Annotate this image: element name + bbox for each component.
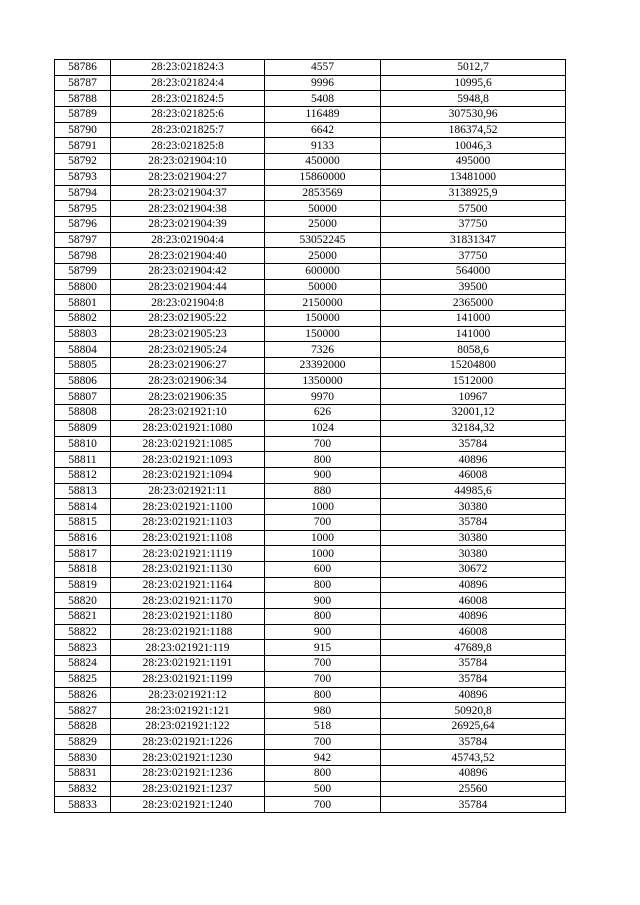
row-number-cell: 58816 <box>55 530 111 546</box>
row-number-cell: 58810 <box>55 436 111 452</box>
row-number-cell: 58820 <box>55 593 111 609</box>
table-row <box>55 703 566 719</box>
row-number-cell: 58809 <box>55 420 111 436</box>
table-row <box>55 248 566 264</box>
row-number-cell: 58833 <box>55 797 111 813</box>
cadastral-number-cell: 28:23:021905:22 <box>111 311 265 327</box>
value-cell: 10995,6 <box>381 75 566 91</box>
cadastral-number-cell: 28:23:021824:4 <box>111 75 265 91</box>
table-row <box>55 609 566 625</box>
row-number-cell: 58794 <box>55 185 111 201</box>
row-number-cell: 58786 <box>55 60 111 76</box>
row-number-cell: 58823 <box>55 640 111 656</box>
value-cell: 186374,52 <box>381 122 566 138</box>
table-row <box>55 326 566 342</box>
value-cell: 13481000 <box>381 169 566 185</box>
cadastral-number-cell: 28:23:021921:1230 <box>111 750 265 766</box>
cadastral-number-cell: 28:23:021921:1240 <box>111 797 265 813</box>
area-cell: 150000 <box>265 311 381 327</box>
cadastral-number-cell: 28:23:021921:1236 <box>111 765 265 781</box>
table-row <box>55 514 566 530</box>
cadastral-number-cell: 28:23:021921:10 <box>111 405 265 421</box>
table-row <box>55 530 566 546</box>
row-number-cell: 58803 <box>55 326 111 342</box>
row-number-cell: 58798 <box>55 248 111 264</box>
cadastral-number-cell: 28:23:021921:1094 <box>111 467 265 483</box>
table-row <box>55 436 566 452</box>
value-cell: 564000 <box>381 263 566 279</box>
area-cell: 942 <box>265 750 381 766</box>
value-cell: 141000 <box>381 311 566 327</box>
value-cell: 46008 <box>381 467 566 483</box>
table-row <box>55 311 566 327</box>
area-cell: 700 <box>265 671 381 687</box>
value-cell: 37750 <box>381 248 566 264</box>
cadastral-number-cell: 28:23:021921:1085 <box>111 436 265 452</box>
row-number-cell: 58787 <box>55 75 111 91</box>
value-cell: 1512000 <box>381 373 566 389</box>
cadastral-number-cell: 28:23:021921:1130 <box>111 562 265 578</box>
table-row <box>55 263 566 279</box>
table-row <box>55 405 566 421</box>
cadastral-number-cell: 28:23:021921:1164 <box>111 577 265 593</box>
table-row <box>55 797 566 813</box>
cadastral-number-cell: 28:23:021921:1191 <box>111 656 265 672</box>
area-cell: 2853569 <box>265 185 381 201</box>
area-cell: 700 <box>265 734 381 750</box>
area-cell: 700 <box>265 514 381 530</box>
cadastral-number-cell: 28:23:021906:35 <box>111 389 265 405</box>
cadastral-number-cell: 28:23:021904:4 <box>111 232 265 248</box>
area-cell: 915 <box>265 640 381 656</box>
area-cell: 15860000 <box>265 169 381 185</box>
row-number-cell: 58813 <box>55 483 111 499</box>
cadastral-number-cell: 28:23:021921:1103 <box>111 514 265 530</box>
area-cell: 800 <box>265 765 381 781</box>
row-number-cell: 58793 <box>55 169 111 185</box>
row-number-cell: 58789 <box>55 107 111 123</box>
table-row <box>55 750 566 766</box>
cadastral-number-cell: 28:23:021824:5 <box>111 91 265 107</box>
table-row <box>55 389 566 405</box>
cadastral-number-cell: 28:23:021921:1180 <box>111 609 265 625</box>
table-row <box>55 75 566 91</box>
cadastral-number-cell: 28:23:021825:6 <box>111 107 265 123</box>
area-cell: 700 <box>265 656 381 672</box>
row-number-cell: 58812 <box>55 467 111 483</box>
value-cell: 40896 <box>381 765 566 781</box>
area-cell: 626 <box>265 405 381 421</box>
table-row <box>55 169 566 185</box>
area-cell: 7326 <box>265 342 381 358</box>
cadastral-number-cell: 28:23:021921:119 <box>111 640 265 656</box>
table-row <box>55 562 566 578</box>
cadastral-number-cell: 28:23:021921:1199 <box>111 671 265 687</box>
table-row <box>55 295 566 311</box>
row-number-cell: 58795 <box>55 201 111 217</box>
value-cell: 5012,7 <box>381 60 566 76</box>
value-cell: 44985,6 <box>381 483 566 499</box>
cadastral-number-cell: 28:23:021921:1226 <box>111 734 265 750</box>
cadastral-number-cell: 28:23:021921:1080 <box>111 420 265 436</box>
value-cell: 35784 <box>381 797 566 813</box>
area-cell: 700 <box>265 436 381 452</box>
row-number-cell: 58822 <box>55 624 111 640</box>
table-row <box>55 373 566 389</box>
table-row <box>55 546 566 562</box>
value-cell: 46008 <box>381 593 566 609</box>
row-number-cell: 58831 <box>55 765 111 781</box>
cadastral-number-cell: 28:23:021824:3 <box>111 60 265 76</box>
row-number-cell: 58829 <box>55 734 111 750</box>
area-cell: 800 <box>265 687 381 703</box>
table-row <box>55 185 566 201</box>
cadastral-number-cell: 28:23:021921:12 <box>111 687 265 703</box>
area-cell: 600000 <box>265 263 381 279</box>
table-row <box>55 154 566 170</box>
table-row <box>55 122 566 138</box>
data-table <box>54 59 566 813</box>
row-number-cell: 58826 <box>55 687 111 703</box>
value-cell: 5948,8 <box>381 91 566 107</box>
row-number-cell: 58827 <box>55 703 111 719</box>
value-cell: 31831347 <box>381 232 566 248</box>
cadastral-number-cell: 28:23:021904:39 <box>111 216 265 232</box>
area-cell: 450000 <box>265 154 381 170</box>
row-number-cell: 58817 <box>55 546 111 562</box>
cadastral-number-cell: 28:23:021906:34 <box>111 373 265 389</box>
area-cell: 6642 <box>265 122 381 138</box>
cadastral-number-cell: 28:23:021921:1108 <box>111 530 265 546</box>
value-cell: 141000 <box>381 326 566 342</box>
area-cell: 1000 <box>265 546 381 562</box>
table-row <box>55 624 566 640</box>
table-row <box>55 687 566 703</box>
value-cell: 30380 <box>381 499 566 515</box>
value-cell: 46008 <box>381 624 566 640</box>
area-cell: 518 <box>265 718 381 734</box>
table-row <box>55 420 566 436</box>
row-number-cell: 58792 <box>55 154 111 170</box>
table-row <box>55 232 566 248</box>
cadastral-number-cell: 28:23:021825:7 <box>111 122 265 138</box>
row-number-cell: 58832 <box>55 781 111 797</box>
row-number-cell: 58824 <box>55 656 111 672</box>
table-row <box>55 201 566 217</box>
area-cell: 600 <box>265 562 381 578</box>
cadastral-number-cell: 28:23:021904:38 <box>111 201 265 217</box>
value-cell: 47689,8 <box>381 640 566 656</box>
area-cell: 1000 <box>265 530 381 546</box>
value-cell: 32184,32 <box>381 420 566 436</box>
row-number-cell: 58808 <box>55 405 111 421</box>
area-cell: 9133 <box>265 138 381 154</box>
value-cell: 10967 <box>381 389 566 405</box>
cadastral-number-cell: 28:23:021904:10 <box>111 154 265 170</box>
row-number-cell: 58821 <box>55 609 111 625</box>
table-row <box>55 467 566 483</box>
cadastral-number-cell: 28:23:021921:122 <box>111 718 265 734</box>
row-number-cell: 58805 <box>55 358 111 374</box>
value-cell: 26925,64 <box>381 718 566 734</box>
row-number-cell: 58830 <box>55 750 111 766</box>
area-cell: 500 <box>265 781 381 797</box>
value-cell: 30380 <box>381 530 566 546</box>
value-cell: 35784 <box>381 734 566 750</box>
area-cell: 150000 <box>265 326 381 342</box>
area-cell: 23392000 <box>265 358 381 374</box>
row-number-cell: 58825 <box>55 671 111 687</box>
row-number-cell: 58819 <box>55 577 111 593</box>
area-cell: 900 <box>265 593 381 609</box>
value-cell: 37750 <box>381 216 566 232</box>
value-cell: 2365000 <box>381 295 566 311</box>
value-cell: 40896 <box>381 609 566 625</box>
table-row <box>55 358 566 374</box>
table-row <box>55 342 566 358</box>
row-number-cell: 58797 <box>55 232 111 248</box>
value-cell: 30380 <box>381 546 566 562</box>
area-cell: 800 <box>265 609 381 625</box>
area-cell: 9970 <box>265 389 381 405</box>
area-cell: 900 <box>265 624 381 640</box>
table-row <box>55 781 566 797</box>
cadastral-number-cell: 28:23:021904:40 <box>111 248 265 264</box>
value-cell: 35784 <box>381 671 566 687</box>
area-cell: 9996 <box>265 75 381 91</box>
table-row <box>55 452 566 468</box>
table-row <box>55 91 566 107</box>
cadastral-number-cell: 28:23:021904:44 <box>111 279 265 295</box>
row-number-cell: 58801 <box>55 295 111 311</box>
area-cell: 5408 <box>265 91 381 107</box>
table-row <box>55 671 566 687</box>
row-number-cell: 58814 <box>55 499 111 515</box>
area-cell: 116489 <box>265 107 381 123</box>
value-cell: 50920,8 <box>381 703 566 719</box>
value-cell: 8058,6 <box>381 342 566 358</box>
row-number-cell: 58799 <box>55 263 111 279</box>
table-row <box>55 656 566 672</box>
cadastral-number-cell: 28:23:021904:42 <box>111 263 265 279</box>
area-cell: 4557 <box>265 60 381 76</box>
table-row <box>55 765 566 781</box>
cadastral-number-cell: 28:23:021921:1093 <box>111 452 265 468</box>
table-row <box>55 107 566 123</box>
row-number-cell: 58806 <box>55 373 111 389</box>
area-cell: 53052245 <box>265 232 381 248</box>
value-cell: 39500 <box>381 279 566 295</box>
table-row <box>55 60 566 76</box>
row-number-cell: 58811 <box>55 452 111 468</box>
cadastral-number-cell: 28:23:021921:1237 <box>111 781 265 797</box>
cadastral-number-cell: 28:23:021921:1119 <box>111 546 265 562</box>
area-cell: 980 <box>265 703 381 719</box>
row-number-cell: 58804 <box>55 342 111 358</box>
area-cell: 800 <box>265 577 381 593</box>
area-cell: 900 <box>265 467 381 483</box>
table-row <box>55 279 566 295</box>
table-row <box>55 577 566 593</box>
value-cell: 35784 <box>381 436 566 452</box>
row-number-cell: 58818 <box>55 562 111 578</box>
table-body <box>55 60 566 813</box>
area-cell: 700 <box>265 797 381 813</box>
area-cell: 2150000 <box>265 295 381 311</box>
value-cell: 10046,3 <box>381 138 566 154</box>
cadastral-number-cell: 28:23:021905:23 <box>111 326 265 342</box>
value-cell: 495000 <box>381 154 566 170</box>
table-row <box>55 593 566 609</box>
value-cell: 35784 <box>381 656 566 672</box>
area-cell: 25000 <box>265 248 381 264</box>
table-row <box>55 499 566 515</box>
area-cell: 880 <box>265 483 381 499</box>
cadastral-number-cell: 28:23:021921:11 <box>111 483 265 499</box>
cadastral-number-cell: 28:23:021904:27 <box>111 169 265 185</box>
cadastral-number-cell: 28:23:021825:8 <box>111 138 265 154</box>
row-number-cell: 58796 <box>55 216 111 232</box>
cadastral-number-cell: 28:23:021904:8 <box>111 295 265 311</box>
cadastral-number-cell: 28:23:021921:1188 <box>111 624 265 640</box>
area-cell: 1024 <box>265 420 381 436</box>
cadastral-number-cell: 28:23:021921:1170 <box>111 593 265 609</box>
value-cell: 57500 <box>381 201 566 217</box>
row-number-cell: 58815 <box>55 514 111 530</box>
table-row <box>55 138 566 154</box>
value-cell: 40896 <box>381 452 566 468</box>
area-cell: 1350000 <box>265 373 381 389</box>
value-cell: 32001,12 <box>381 405 566 421</box>
area-cell: 50000 <box>265 201 381 217</box>
row-number-cell: 58788 <box>55 91 111 107</box>
value-cell: 35784 <box>381 514 566 530</box>
area-cell: 1000 <box>265 499 381 515</box>
row-number-cell: 58802 <box>55 311 111 327</box>
row-number-cell: 58790 <box>55 122 111 138</box>
row-number-cell: 58807 <box>55 389 111 405</box>
row-number-cell: 58791 <box>55 138 111 154</box>
cadastral-number-cell: 28:23:021921:1100 <box>111 499 265 515</box>
value-cell: 307530,96 <box>381 107 566 123</box>
table-row <box>55 718 566 734</box>
area-cell: 800 <box>265 452 381 468</box>
row-number-cell: 58800 <box>55 279 111 295</box>
row-number-cell: 58828 <box>55 718 111 734</box>
cadastral-number-cell: 28:23:021921:121 <box>111 703 265 719</box>
cadastral-number-cell: 28:23:021904:37 <box>111 185 265 201</box>
value-cell: 30672 <box>381 562 566 578</box>
cadastral-number-cell: 28:23:021906:27 <box>111 358 265 374</box>
area-cell: 50000 <box>265 279 381 295</box>
area-cell: 25000 <box>265 216 381 232</box>
value-cell: 40896 <box>381 577 566 593</box>
value-cell: 15204800 <box>381 358 566 374</box>
cadastral-number-cell: 28:23:021905:24 <box>111 342 265 358</box>
value-cell: 25560 <box>381 781 566 797</box>
table-row <box>55 734 566 750</box>
value-cell: 3138925,9 <box>381 185 566 201</box>
table-row <box>55 483 566 499</box>
value-cell: 45743,52 <box>381 750 566 766</box>
table-row <box>55 640 566 656</box>
value-cell: 40896 <box>381 687 566 703</box>
table-row <box>55 216 566 232</box>
